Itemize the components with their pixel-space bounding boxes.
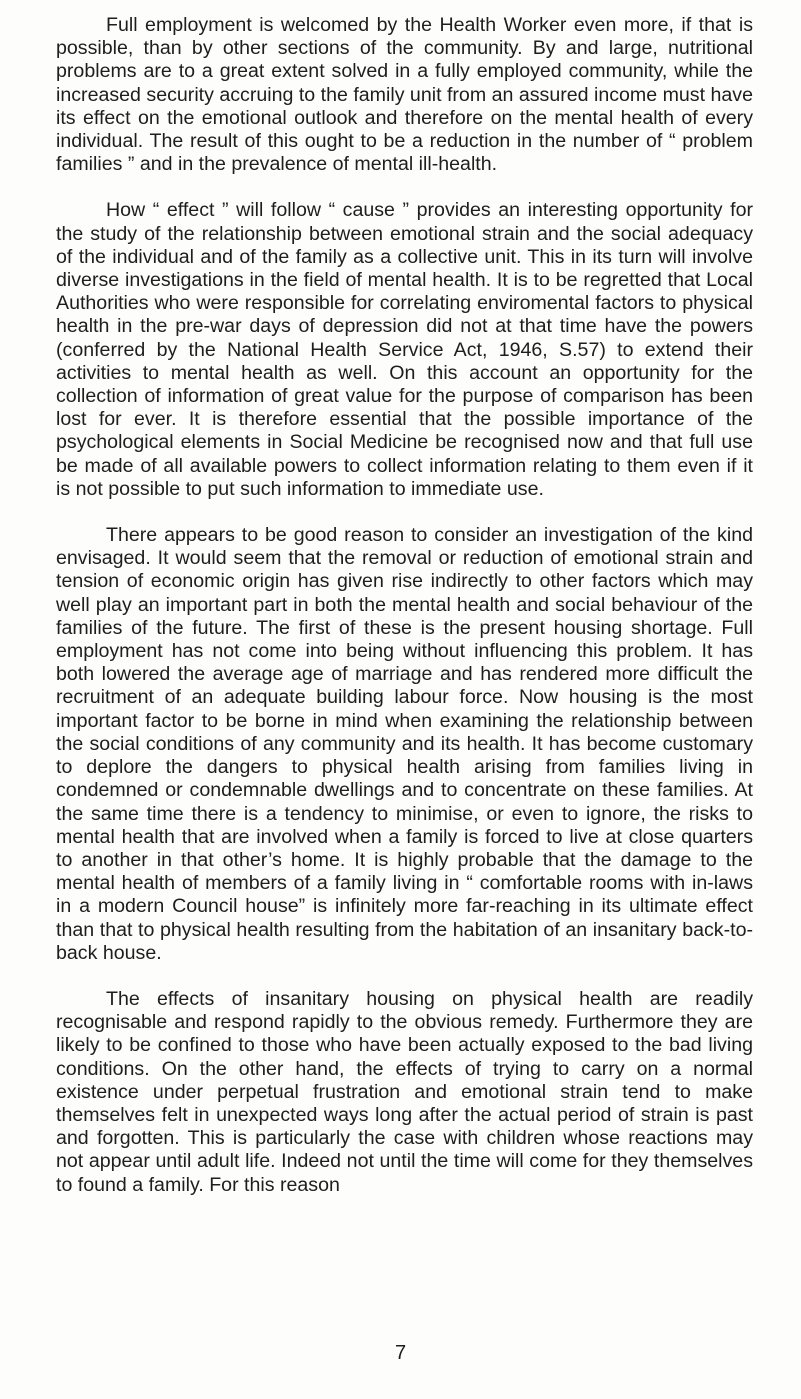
- paragraph-investigation: There appears to be good reason to consider an investigation of the kind envisaged. It would seem that the removal or reduction of emotional strain and tension of economic origin has given rise indirectly to other factors which may well play an important part in both the mental health and social behaviour of the families of the future. The first of these is the present housing shortage. Full employment has not come into being without influencing this problem. It has both lowered the average age of marriage and has rendered more difficult the recruitment of an adequate building labour force. Now housing is the most important factor to be borne in mind when examining the relationship between the social conditions of any community and its health. It has become customary to deplore the dangers to physical health arising from families living in condemned or condemnable dwellings and to concentrate on these families. At the same time there is a tendency to minimise, or even to ignore, the risks to mental health that are involved when a family is forced to live at close quarters to another in that other’s home. It is highly probable that the damage to the mental health of members of a family living in “ comfortable rooms with in-laws in a modern Council house” is infinitely more far-reaching in its ultimate effect than that to physical health resulting from the habitation of an insanitary back-to-back house.: [56, 524, 753, 964]
- body-text: [56, 14, 753, 1220]
- paragraph-full-employment: Full employment is welcomed by the Health Worker even more, if that is possible, than by other sections of the community. By and large, nutritional problems are to a great extent solved in a fully employed community, while the increased security accruing to the family unit from an assured income must have its effect on the emotional outlook and therefore on the mental health of every individual. The result of this ought to be a reduction in the number of “ problem families ” and in the prevalence of mental ill-health.: [56, 14, 753, 176]
- paragraph-insanitary-housing: The effects of insanitary housing on physical health are readily recognisable and respond rapidly to the obvious remedy. Furthermore they are likely to be confined to those who have been actually exposed to the bad living conditions. On the other hand, the effects of trying to carry on a normal existence under perpetual frustration and emotional strain tend to make themselves felt in unexpected ways long after the actual period of strain is past and forgotten. This is particularly the case with children whose reactions may not appear until adult life. Indeed not until the time will come for they themselves to found a family. For this reason: [56, 987, 753, 1196]
- page-number: 7: [394, 1342, 407, 1364]
- paragraph-effect-cause: How “ effect ” will follow “ cause ” provides an interesting opportunity for the study of the relationship between emotional strain and the social adequacy of the individual and of the family as a collective unit. This in its turn will involve diverse investigations in the field of mental health. It is to be regretted that Local Authorities who were responsible for correlating enviromental factors to physical health in the pre-war days of depression did not at that time have the powers (conferred by the National Health Service Act, 1946, S.57) to extend their activities to mental health as well. On this account an opportunity for the collection of information of great value for the purpose of comparison has been lost for ever. It is therefore essential that the possible importance of the psychological elements in Social Medicine be recognised now and that full use be made of all available powers to collect information relating to them even if it is not possible to put such information to immediate use.: [56, 199, 753, 500]
